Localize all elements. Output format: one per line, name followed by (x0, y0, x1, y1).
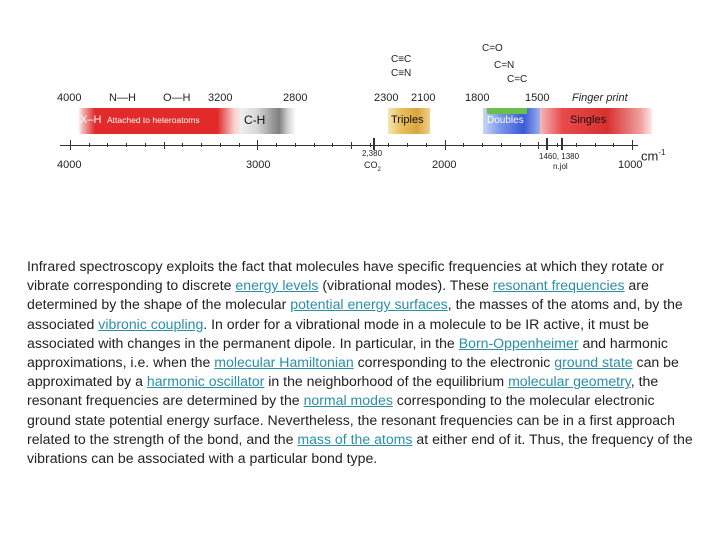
triples-band-label: Triples (391, 114, 424, 126)
nujol-wavenumber-label: 1460, 1380 (539, 152, 580, 161)
axis-tick (501, 143, 502, 147)
attached-heteroatoms-label: Attached to heteroatoms (107, 115, 200, 125)
annotation-marker (561, 138, 563, 150)
ch-band-label: C-H (244, 113, 266, 127)
paragraph-text: at either end of it. Thus, the frequency of the vibrations can be associated with a particular bond type. (27, 430, 693, 467)
bottom-wavenumber-4000: 4000 (57, 159, 82, 171)
paragraph-text: Infrared spectroscopy exploits the fact that molecules have specific frequencies at which they rotate or vibrate corresponding to discrete (27, 258, 664, 294)
link-harmonic-oscillator[interactable]: harmonic oscillator (146, 373, 265, 390)
cn-double-label: C=N (494, 60, 515, 71)
paragraph-text: , the resonant frequencies are determined by the (27, 373, 659, 409)
paragraph-text: . In order for a vibrational mode in a molecule to be IR active, it must be associated with changes in the permanent dipole. In particular, in the (27, 315, 650, 351)
nujol-label: n.jol (553, 162, 568, 171)
top-wavenumber-2800: 2800 (283, 92, 308, 104)
paragraph-text: in the neighborhood of the equilibrium (264, 373, 509, 390)
link-molecular-hamiltonian[interactable]: molecular Hamiltonian (214, 354, 354, 371)
axis-tick (370, 143, 371, 147)
axis-tick (126, 143, 127, 147)
axis-tick (520, 143, 521, 147)
doubles-green-strip (487, 108, 527, 114)
axis-tick (576, 143, 577, 147)
axis-tick (426, 143, 427, 147)
axis-tick (332, 143, 333, 147)
axis-tick (107, 143, 108, 147)
axis-tick (89, 143, 90, 147)
axis-tick (295, 143, 296, 147)
link-resonant-frequencies[interactable]: resonant frequencies (492, 277, 625, 294)
axis-line (60, 145, 638, 146)
co2-label: $CO_2$ (364, 160, 381, 173)
axis-tick (164, 142, 165, 149)
axis-tick (595, 143, 596, 147)
cn-triple-label: C≡N (391, 68, 412, 79)
axis-tick (351, 142, 352, 149)
cc-double-label: C=C (507, 74, 528, 85)
axis-tick (445, 140, 446, 150)
link-mass-of-the-atoms[interactable]: mass of the atoms (297, 430, 413, 447)
axis-tick (314, 143, 315, 147)
top-wavenumber-4000: 4000 (57, 92, 82, 104)
top-wavenumber-2100: 2100 (411, 92, 436, 104)
axis-tick (388, 143, 389, 147)
co-double-label: C=O (482, 43, 503, 54)
paragraph-text: , the masses of the atoms and, by the associated (27, 296, 683, 332)
axis-tick (145, 143, 146, 147)
nh-bond-label: N—H (109, 92, 136, 104)
unit-label: $cm^{-1}$ (641, 148, 666, 164)
bottom-wavenumber-1000: 1000 (618, 159, 643, 171)
top-wavenumber-3200: 3200 (208, 92, 233, 104)
link-vibronic-coupling[interactable]: vibronic coupling (98, 315, 204, 332)
link-potential-energy-surfaces[interactable]: potential energy surfaces (290, 296, 448, 313)
axis-tick (632, 140, 633, 150)
axis-tick (182, 143, 183, 147)
axis-tick (538, 142, 539, 149)
axis-tick (407, 143, 408, 147)
ir-spectroscopy-paragraph (27, 257, 695, 468)
axis-tick (557, 143, 558, 147)
axis-tick (276, 143, 277, 147)
annotation-marker (546, 138, 548, 150)
axis-tick (482, 143, 483, 147)
oh-bond-label: O—H (163, 92, 191, 104)
co2-wavenumber-label: 2,380 (362, 149, 383, 158)
top-wavenumber-1800: 1800 (465, 92, 490, 104)
top-wavenumber-2300: 2300 (374, 92, 399, 104)
paragraph-text: corresponding to the electronic (353, 354, 555, 371)
bottom-wavenumber-2000: 2000 (432, 159, 457, 171)
axis-tick (220, 143, 221, 147)
paragraph-text: and harmonic approximations, i.e. when the (27, 334, 668, 371)
paragraph-text: are determined by the shape of the molecular (27, 277, 649, 313)
doubles-band-label: Doubles (487, 115, 524, 126)
link-ground-state[interactable]: ground state (554, 354, 633, 371)
axis-tick (463, 143, 464, 147)
axis-tick (239, 143, 240, 147)
link-born-oppenheimer[interactable]: Born-Oppenheimer (458, 334, 579, 351)
top-wavenumber-1500: 1500 (525, 92, 550, 104)
axis-tick (70, 140, 71, 150)
link-normal-modes[interactable]: normal modes (303, 392, 393, 409)
paragraph-text: corresponding to the molecular electronic ground state potential energy surface. Nevertheless, the resonant frequencies can be in a first approach related to the strength of the bond, and the (27, 392, 675, 447)
cc-triple-label: C≡C (391, 54, 412, 65)
xh-band-label: X–H (80, 114, 102, 126)
finger-print-label: Finger print (572, 92, 628, 104)
link-energy-levels[interactable]: energy levels (235, 277, 319, 294)
axis-tick (201, 143, 202, 147)
axis-tick (613, 143, 614, 147)
singles-band-label: Singles (570, 114, 607, 126)
paragraph-text: (vibrational modes). These (318, 277, 493, 294)
link-molecular-geometry[interactable]: molecular geometry (508, 373, 631, 390)
axis-tick (257, 140, 258, 150)
bottom-wavenumber-3000: 3000 (246, 159, 271, 171)
paragraph-text: can be approximated by a (27, 354, 679, 390)
